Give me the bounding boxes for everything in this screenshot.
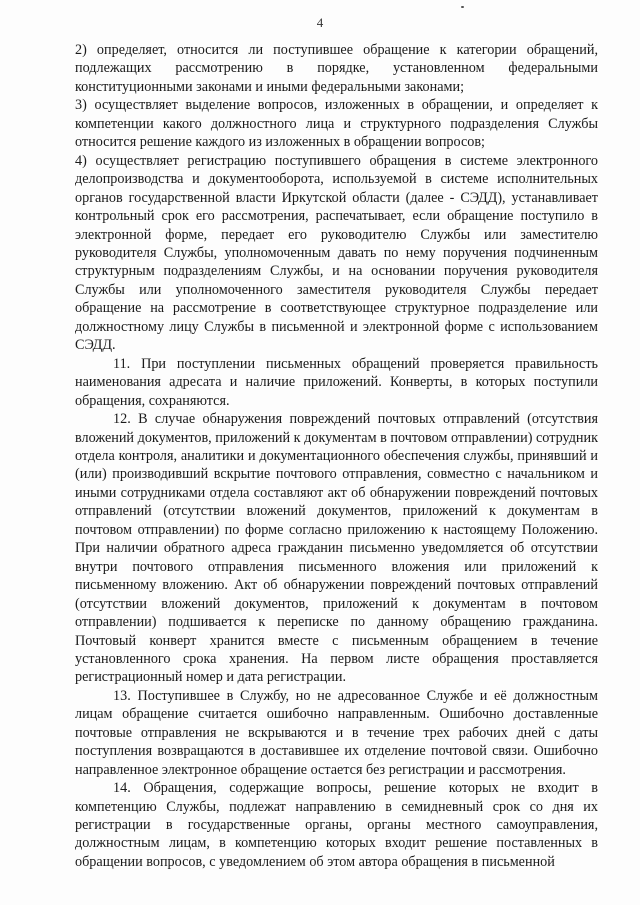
page-number: 4 [316, 15, 324, 30]
paragraph-14: 14. Обращения, содержащие вопросы, решение которых не входит в компетенцию Службы, подлежат направлению в семидневный срок со дня их регистрации в государственные органы, органы местного самоуправления, должностным лицам, в компетенцию которых входит решение поставленных в обращении вопросов, с уведомлением об этом автора обращения в письменной [75, 780, 598, 870]
paragraph-12: 12. В случае обнаружения повреждений почтовых отправлений (отсутствия вложений документов, приложений к документам в почтовом отправлении) сотрудник отдела контроля, аналитики и документационного обеспечения службы, принявший и (или) производивший вскрытие почтового отправления, совместно с начальником и иными сотрудниками отдела составляют акт об обнаружении повреждений почтовых отправлений (отсутствии вложений документов, приложений к документам в почтовом отправлении) по форме согласно приложению к настоящему Положению. При наличии обратного адреса гражданин письменно уведомляется об отсутствии внутри почтового отправления письменного вложения или приложений к письменному вложению. Акт об обнаружении повреждений почтовых отправлений (отсутствии вложений документов, приложений к документам в почтовом отправлении) подшивается к переписке по данному обращению гражданина. Почтовый конверт хранится вместе с письменным обращением в течение установленного срока хранения. На первом листе обращения проставляется регистрационный номер и дата регистрации. [75, 411, 598, 686]
scan-speck [461, 6, 464, 8]
document-body [75, 41, 598, 871]
paragraph-item-3: 3) осуществляет выделение вопросов, изложенных в обращении, и определяет к компетенции какого должностного лица и структурного подразделения Службы относится решение каждого из изложенных в обращении вопросов; [75, 97, 598, 151]
paragraph-item-2: 2) определяет, относится ли поступившее обращение к категории обращений, подлежащих рассмотрению в порядке, установленном федеральными конституционными законами и иными федеральными законами; [75, 42, 598, 95]
paragraph-item-4: 4) осуществляет регистрацию поступившего обращения в системе электронного делопроизводства и документооборота, используемой в системе исполнительных органов государственной власти Иркутской области (далее - СЭДД), устанавливает контрольный срок его рассмотрения, распечатывает, если обращение поступило в электронной форме, передает его руководителю Службы или заместителю руководителя Службы, уполномоченным давать по нему поручения подчиненным структурным подразделениям Службы, и на основании поручения руководителя Службы или уполномоченного заместителя руководителя Службы передает обращение на рассмотрение в соответствующее структурное подразделение или должностному лицу Службы в письменной и электронной форме с использованием СЭДД. [75, 152, 598, 354]
paragraph-13: 13. Поступившее в Службу, но не адресованное Службе и её должностным лицам обращение считается ошибочно направленным. Ошибочно доставленные почтовые отправления не вскрываются и в течение трех рабочих дней с даты поступления возвращаются в доставившее их отделение почтовой связи. Ошибочно направленное электронное обращение остается без регистрации и рассмотрения. [75, 687, 598, 778]
paragraph-11: 11. При поступлении письменных обращений проверяется правильность наименования адресата и наличие приложений. Конверты, в которых поступили обращения, сохраняются. [75, 355, 598, 409]
